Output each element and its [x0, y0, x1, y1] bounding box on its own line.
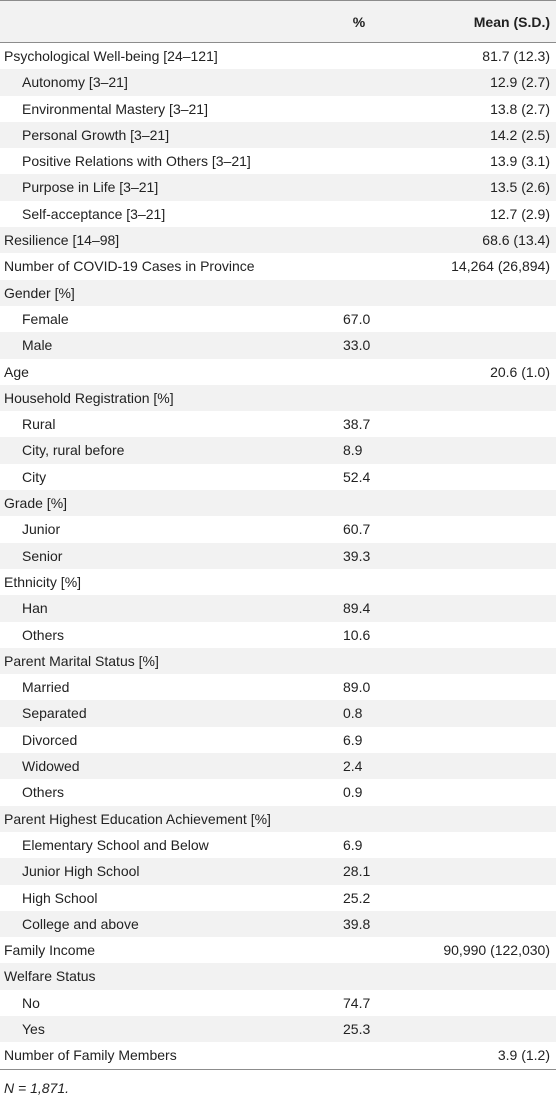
row-label: Grade [%]	[4, 495, 68, 512]
table-row	[0, 674, 556, 700]
row-label: Family Income	[4, 942, 96, 959]
table-row	[0, 69, 556, 95]
table-row	[0, 437, 556, 463]
row-label: Psychological Well-being [24–121]	[4, 48, 218, 64]
table-row	[0, 911, 556, 937]
row-percent: 39.8	[343, 915, 371, 932]
row-label: Positive Relations with Others [3–21]	[22, 153, 251, 170]
header-percent: %	[352, 14, 366, 30]
header-mean-sd: Mean (S.D.)	[473, 14, 550, 30]
table-header	[0, 0, 556, 43]
row-label: Parent Marital Status [%]	[4, 652, 159, 669]
table-row	[0, 569, 556, 595]
row-label: Separated	[22, 705, 87, 722]
row-percent: 39.3	[343, 547, 371, 564]
row-percent: 74.7	[343, 994, 371, 1011]
row-label: Household Registration [%]	[4, 389, 174, 406]
table-row	[0, 122, 556, 148]
row-mean-sd: 13.9 (3.1)	[490, 153, 550, 170]
row-percent: 10.6	[343, 626, 371, 643]
row-label: Female	[22, 310, 69, 327]
table-row	[0, 832, 556, 858]
row-label: Environmental Mastery [3–21]	[22, 100, 208, 117]
table-row	[0, 543, 556, 569]
row-mean-sd: 90,990 (122,030)	[443, 942, 550, 959]
table-row	[0, 306, 556, 332]
row-percent: 6.9	[343, 731, 363, 748]
row-label: Yes	[22, 1020, 45, 1037]
row-mean-sd: 13.5 (2.6)	[490, 179, 550, 196]
row-mean-sd: 12.9 (2.7)	[490, 74, 550, 91]
row-percent: 60.7	[343, 521, 371, 538]
row-percent: 25.3	[343, 1020, 371, 1037]
row-percent: 8.9	[343, 442, 363, 459]
row-label: Welfare Status	[4, 968, 96, 985]
table-row	[0, 990, 556, 1016]
table-row	[0, 464, 556, 490]
row-percent: 0.8	[343, 705, 363, 722]
table-row	[0, 96, 556, 122]
table-row	[0, 937, 556, 963]
row-percent: 38.7	[343, 416, 371, 433]
row-label: Widowed	[22, 758, 80, 775]
table-row	[0, 280, 556, 306]
table-row	[0, 411, 556, 437]
table-row	[0, 595, 556, 621]
table-row	[0, 753, 556, 779]
table-row	[0, 963, 556, 989]
table-row	[0, 779, 556, 805]
table-body	[0, 43, 556, 1069]
table-row	[0, 1042, 556, 1068]
row-label: Married	[22, 679, 70, 696]
row-label: Age	[4, 363, 29, 380]
row-mean-sd: 13.8 (2.7)	[490, 100, 550, 117]
row-percent: 67.0	[343, 310, 371, 327]
table-row	[0, 148, 556, 174]
table-row	[0, 201, 556, 227]
row-percent: 89.0	[343, 679, 371, 696]
row-percent: 28.1	[343, 863, 371, 880]
row-label: Han	[22, 600, 48, 617]
row-label: College and above	[22, 915, 139, 932]
row-percent: 52.4	[343, 468, 371, 485]
table-row	[0, 1016, 556, 1042]
table-row	[0, 359, 556, 385]
table-row	[0, 332, 556, 358]
table-row	[0, 727, 556, 753]
table-row	[0, 700, 556, 726]
table-row	[0, 648, 556, 674]
row-label: Male	[22, 337, 53, 354]
table-row	[0, 253, 556, 279]
table-row	[0, 174, 556, 200]
row-label: Others	[22, 626, 65, 643]
row-label: City, rural before	[22, 442, 125, 459]
row-label: City	[22, 468, 47, 485]
row-label: Ethnicity [%]	[4, 573, 82, 590]
row-label: Divorced	[22, 731, 78, 748]
row-mean-sd: 3.9 (1.2)	[497, 1047, 550, 1064]
row-mean-sd: 20.6 (1.0)	[490, 363, 550, 380]
table-row	[0, 490, 556, 516]
row-percent: 2.4	[343, 758, 363, 775]
row-percent: 33.0	[343, 337, 371, 354]
row-label: Autonomy [3–21]	[22, 74, 128, 91]
row-mean-sd: 81.7 (12.3)	[482, 48, 550, 64]
row-label: Junior	[22, 521, 61, 538]
row-mean-sd: 14.2 (2.5)	[490, 126, 550, 143]
row-label: Resilience [14–98]	[4, 232, 120, 249]
row-label: Senior	[22, 547, 63, 564]
row-mean-sd: 14,264 (26,894)	[451, 258, 550, 275]
row-label: Parent Highest Education Achievement [%]	[4, 810, 271, 827]
table-row	[0, 516, 556, 542]
table-row	[0, 885, 556, 911]
table-row	[0, 43, 556, 69]
row-percent: 25.2	[343, 889, 371, 906]
row-percent: 0.9	[343, 784, 363, 801]
row-label: Number of Family Members	[4, 1047, 177, 1064]
table-row	[0, 227, 556, 253]
row-label: Personal Growth [3–21]	[22, 126, 170, 143]
row-percent: 6.9	[343, 836, 363, 853]
row-label: Others	[22, 784, 65, 801]
row-label: Self-acceptance [3–21]	[22, 205, 166, 222]
row-label: No	[22, 994, 40, 1011]
row-mean-sd: 68.6 (13.4)	[482, 232, 550, 249]
row-mean-sd: 12.7 (2.9)	[490, 205, 550, 222]
row-label: High School	[22, 889, 98, 906]
row-percent: 89.4	[343, 600, 371, 617]
row-label: Purpose in Life [3–21]	[22, 179, 159, 196]
row-label: Number of COVID-19 Cases in Province	[4, 258, 255, 275]
table-row	[0, 385, 556, 411]
table-row	[0, 622, 556, 648]
row-label: Gender [%]	[4, 284, 75, 301]
table-row	[0, 806, 556, 832]
table-note: N = 1,871.	[4, 1079, 69, 1096]
row-label: Elementary School and Below	[22, 836, 209, 853]
row-label: Junior High School	[22, 863, 140, 880]
table-row	[0, 858, 556, 884]
row-label: Rural	[22, 416, 56, 433]
